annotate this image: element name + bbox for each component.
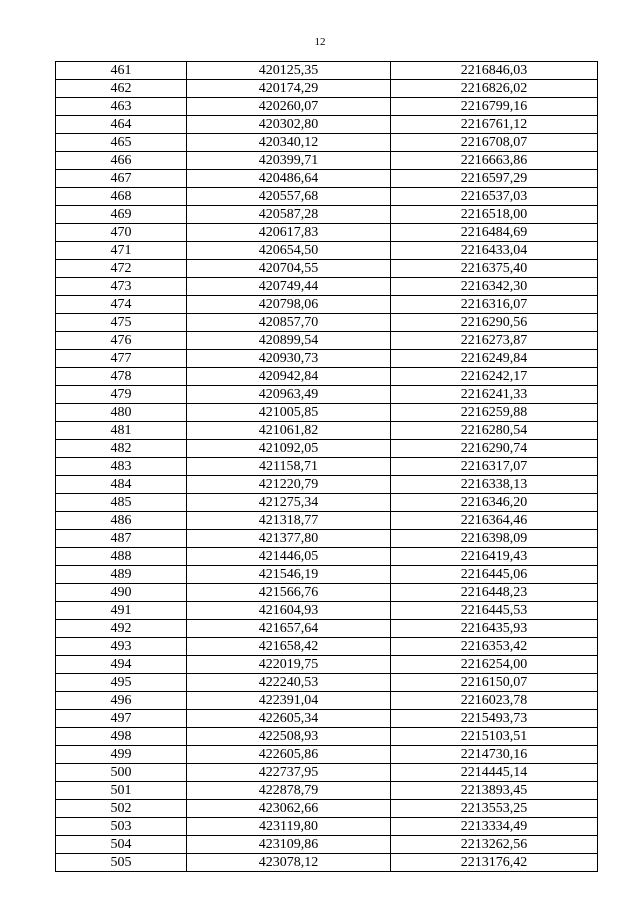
- point-number-cell: 489: [56, 566, 187, 584]
- point-number-cell: 503: [56, 818, 187, 836]
- y-coordinate-cell: 2216597,29: [391, 170, 598, 188]
- x-coordinate-cell: 421061,82: [187, 422, 391, 440]
- point-number-cell: 492: [56, 620, 187, 638]
- point-number-cell: 483: [56, 458, 187, 476]
- table-row: [56, 224, 598, 242]
- y-coordinate-cell: 2216846,03: [391, 62, 598, 80]
- y-coordinate-cell: 2214730,16: [391, 746, 598, 764]
- x-coordinate-cell: 422878,79: [187, 782, 391, 800]
- table-row: [56, 800, 598, 818]
- y-coordinate-cell: 2216353,42: [391, 638, 598, 656]
- point-number-cell: 485: [56, 494, 187, 512]
- table-row: [56, 566, 598, 584]
- y-coordinate-cell: 2215103,51: [391, 728, 598, 746]
- table-row: [56, 602, 598, 620]
- x-coordinate-cell: 420617,83: [187, 224, 391, 242]
- x-coordinate-cell: 421220,79: [187, 476, 391, 494]
- point-number-cell: 472: [56, 260, 187, 278]
- y-coordinate-cell: 2213893,45: [391, 782, 598, 800]
- table-row: [56, 458, 598, 476]
- y-coordinate-cell: 2216280,54: [391, 422, 598, 440]
- x-coordinate-cell: 422605,34: [187, 710, 391, 728]
- point-number-cell: 501: [56, 782, 187, 800]
- x-coordinate-cell: 420557,68: [187, 188, 391, 206]
- point-number-cell: 500: [56, 764, 187, 782]
- x-coordinate-cell: 422019,75: [187, 656, 391, 674]
- x-coordinate-cell: 420704,55: [187, 260, 391, 278]
- x-coordinate-cell: 422391,04: [187, 692, 391, 710]
- x-coordinate-cell: 421005,85: [187, 404, 391, 422]
- point-number-cell: 461: [56, 62, 187, 80]
- y-coordinate-cell: 2216445,53: [391, 602, 598, 620]
- x-coordinate-cell: 421275,34: [187, 494, 391, 512]
- x-coordinate-cell: 421377,80: [187, 530, 391, 548]
- x-coordinate-cell: 423078,12: [187, 854, 391, 872]
- table-row: [56, 350, 598, 368]
- point-number-cell: 490: [56, 584, 187, 602]
- table-row: [56, 278, 598, 296]
- table-row: [56, 422, 598, 440]
- point-number-cell: 469: [56, 206, 187, 224]
- point-number-cell: 497: [56, 710, 187, 728]
- table-row: [56, 440, 598, 458]
- x-coordinate-cell: 421092,05: [187, 440, 391, 458]
- y-coordinate-cell: 2216259,88: [391, 404, 598, 422]
- table-row: [56, 584, 598, 602]
- x-coordinate-cell: 420963,49: [187, 386, 391, 404]
- table-row: [56, 710, 598, 728]
- y-coordinate-cell: 2214445,14: [391, 764, 598, 782]
- table-row: [56, 782, 598, 800]
- y-coordinate-cell: 2213553,25: [391, 800, 598, 818]
- point-number-cell: 479: [56, 386, 187, 404]
- y-coordinate-cell: 2216290,74: [391, 440, 598, 458]
- table-row: [56, 836, 598, 854]
- y-coordinate-cell: 2216433,04: [391, 242, 598, 260]
- table-row: [56, 98, 598, 116]
- point-number-cell: 465: [56, 134, 187, 152]
- point-number-cell: 467: [56, 170, 187, 188]
- table-row: [56, 404, 598, 422]
- x-coordinate-cell: 421158,71: [187, 458, 391, 476]
- y-coordinate-cell: 2216338,13: [391, 476, 598, 494]
- x-coordinate-cell: 422508,93: [187, 728, 391, 746]
- table-row: [56, 512, 598, 530]
- y-coordinate-cell: 2213334,49: [391, 818, 598, 836]
- page-number: 12: [314, 36, 326, 48]
- point-number-cell: 498: [56, 728, 187, 746]
- x-coordinate-cell: 421658,42: [187, 638, 391, 656]
- table-row: [56, 314, 598, 332]
- point-number-cell: 502: [56, 800, 187, 818]
- x-coordinate-cell: 420930,73: [187, 350, 391, 368]
- table-row: [56, 494, 598, 512]
- y-coordinate-cell: 2216150,07: [391, 674, 598, 692]
- table-row: [56, 368, 598, 386]
- table-row: [56, 296, 598, 314]
- x-coordinate-cell: 420302,80: [187, 116, 391, 134]
- table-row: [56, 260, 598, 278]
- point-number-cell: 470: [56, 224, 187, 242]
- y-coordinate-cell: 2213262,56: [391, 836, 598, 854]
- table-row: [56, 656, 598, 674]
- point-number-cell: 481: [56, 422, 187, 440]
- point-number-cell: 477: [56, 350, 187, 368]
- table-row: [56, 332, 598, 350]
- point-number-cell: 496: [56, 692, 187, 710]
- table-row: [56, 818, 598, 836]
- x-coordinate-cell: 423119,80: [187, 818, 391, 836]
- x-coordinate-cell: 420486,64: [187, 170, 391, 188]
- x-coordinate-cell: 421546,19: [187, 566, 391, 584]
- y-coordinate-cell: 2215493,73: [391, 710, 598, 728]
- point-number-cell: 471: [56, 242, 187, 260]
- x-coordinate-cell: 420587,28: [187, 206, 391, 224]
- y-coordinate-cell: 2216448,23: [391, 584, 598, 602]
- y-coordinate-cell: 2216342,30: [391, 278, 598, 296]
- y-coordinate-cell: 2216826,02: [391, 80, 598, 98]
- y-coordinate-cell: 2216254,00: [391, 656, 598, 674]
- x-coordinate-cell: 421446,05: [187, 548, 391, 566]
- point-number-cell: 466: [56, 152, 187, 170]
- x-coordinate-cell: 422240,53: [187, 674, 391, 692]
- table-row: [56, 476, 598, 494]
- coordinates-table: [55, 61, 598, 872]
- x-coordinate-cell: 423062,66: [187, 800, 391, 818]
- y-coordinate-cell: 2216242,17: [391, 368, 598, 386]
- y-coordinate-cell: 2216799,16: [391, 98, 598, 116]
- y-coordinate-cell: 2216761,12: [391, 116, 598, 134]
- x-coordinate-cell: 420749,44: [187, 278, 391, 296]
- point-number-cell: 474: [56, 296, 187, 314]
- table-row: [56, 170, 598, 188]
- point-number-cell: 495: [56, 674, 187, 692]
- x-coordinate-cell: 420654,50: [187, 242, 391, 260]
- y-coordinate-cell: 2216241,33: [391, 386, 598, 404]
- point-number-cell: 499: [56, 746, 187, 764]
- point-number-cell: 493: [56, 638, 187, 656]
- coordinates-table-body: [56, 62, 598, 872]
- point-number-cell: 480: [56, 404, 187, 422]
- y-coordinate-cell: 2216023,78: [391, 692, 598, 710]
- point-number-cell: 478: [56, 368, 187, 386]
- table-row: [56, 134, 598, 152]
- point-number-cell: 482: [56, 440, 187, 458]
- point-number-cell: 463: [56, 98, 187, 116]
- point-number-cell: 473: [56, 278, 187, 296]
- point-number-cell: 462: [56, 80, 187, 98]
- x-coordinate-cell: 420798,06: [187, 296, 391, 314]
- point-number-cell: 488: [56, 548, 187, 566]
- table-row: [56, 116, 598, 134]
- point-number-cell: 487: [56, 530, 187, 548]
- y-coordinate-cell: 2216249,84: [391, 350, 598, 368]
- table-row: [56, 548, 598, 566]
- table-row: [56, 152, 598, 170]
- table-row: [56, 620, 598, 638]
- table-row: [56, 638, 598, 656]
- x-coordinate-cell: 420174,29: [187, 80, 391, 98]
- y-coordinate-cell: 2216419,43: [391, 548, 598, 566]
- x-coordinate-cell: 420260,07: [187, 98, 391, 116]
- x-coordinate-cell: 420399,71: [187, 152, 391, 170]
- point-number-cell: 486: [56, 512, 187, 530]
- x-coordinate-cell: 421657,64: [187, 620, 391, 638]
- table-row: [56, 692, 598, 710]
- point-number-cell: 475: [56, 314, 187, 332]
- table-row: [56, 386, 598, 404]
- y-coordinate-cell: 2213176,42: [391, 854, 598, 872]
- point-number-cell: 505: [56, 854, 187, 872]
- y-coordinate-cell: 2216364,46: [391, 512, 598, 530]
- point-number-cell: 494: [56, 656, 187, 674]
- point-number-cell: 484: [56, 476, 187, 494]
- x-coordinate-cell: 420340,12: [187, 134, 391, 152]
- x-coordinate-cell: 422605,86: [187, 746, 391, 764]
- table-row: [56, 746, 598, 764]
- y-coordinate-cell: 2216518,00: [391, 206, 598, 224]
- x-coordinate-cell: 420857,70: [187, 314, 391, 332]
- y-coordinate-cell: 2216663,86: [391, 152, 598, 170]
- y-coordinate-cell: 2216317,07: [391, 458, 598, 476]
- x-coordinate-cell: 420899,54: [187, 332, 391, 350]
- y-coordinate-cell: 2216537,03: [391, 188, 598, 206]
- point-number-cell: 468: [56, 188, 187, 206]
- table-row: [56, 242, 598, 260]
- table-row: [56, 530, 598, 548]
- point-number-cell: 464: [56, 116, 187, 134]
- x-coordinate-cell: 423109,86: [187, 836, 391, 854]
- x-coordinate-cell: 421318,77: [187, 512, 391, 530]
- table-row: [56, 674, 598, 692]
- table-row: [56, 62, 598, 80]
- y-coordinate-cell: 2216398,09: [391, 530, 598, 548]
- y-coordinate-cell: 2216316,07: [391, 296, 598, 314]
- y-coordinate-cell: 2216290,56: [391, 314, 598, 332]
- y-coordinate-cell: 2216273,87: [391, 332, 598, 350]
- table-row: [56, 854, 598, 872]
- point-number-cell: 504: [56, 836, 187, 854]
- x-coordinate-cell: 420942,84: [187, 368, 391, 386]
- x-coordinate-cell: 420125,35: [187, 62, 391, 80]
- table-row: [56, 728, 598, 746]
- point-number-cell: 476: [56, 332, 187, 350]
- table-row: [56, 188, 598, 206]
- y-coordinate-cell: 2216435,93: [391, 620, 598, 638]
- point-number-cell: 491: [56, 602, 187, 620]
- x-coordinate-cell: 421604,93: [187, 602, 391, 620]
- table-row: [56, 206, 598, 224]
- y-coordinate-cell: 2216484,69: [391, 224, 598, 242]
- table-row: [56, 764, 598, 782]
- x-coordinate-cell: 421566,76: [187, 584, 391, 602]
- table-row: [56, 80, 598, 98]
- y-coordinate-cell: 2216445,06: [391, 566, 598, 584]
- y-coordinate-cell: 2216346,20: [391, 494, 598, 512]
- y-coordinate-cell: 2216708,07: [391, 134, 598, 152]
- y-coordinate-cell: 2216375,40: [391, 260, 598, 278]
- x-coordinate-cell: 422737,95: [187, 764, 391, 782]
